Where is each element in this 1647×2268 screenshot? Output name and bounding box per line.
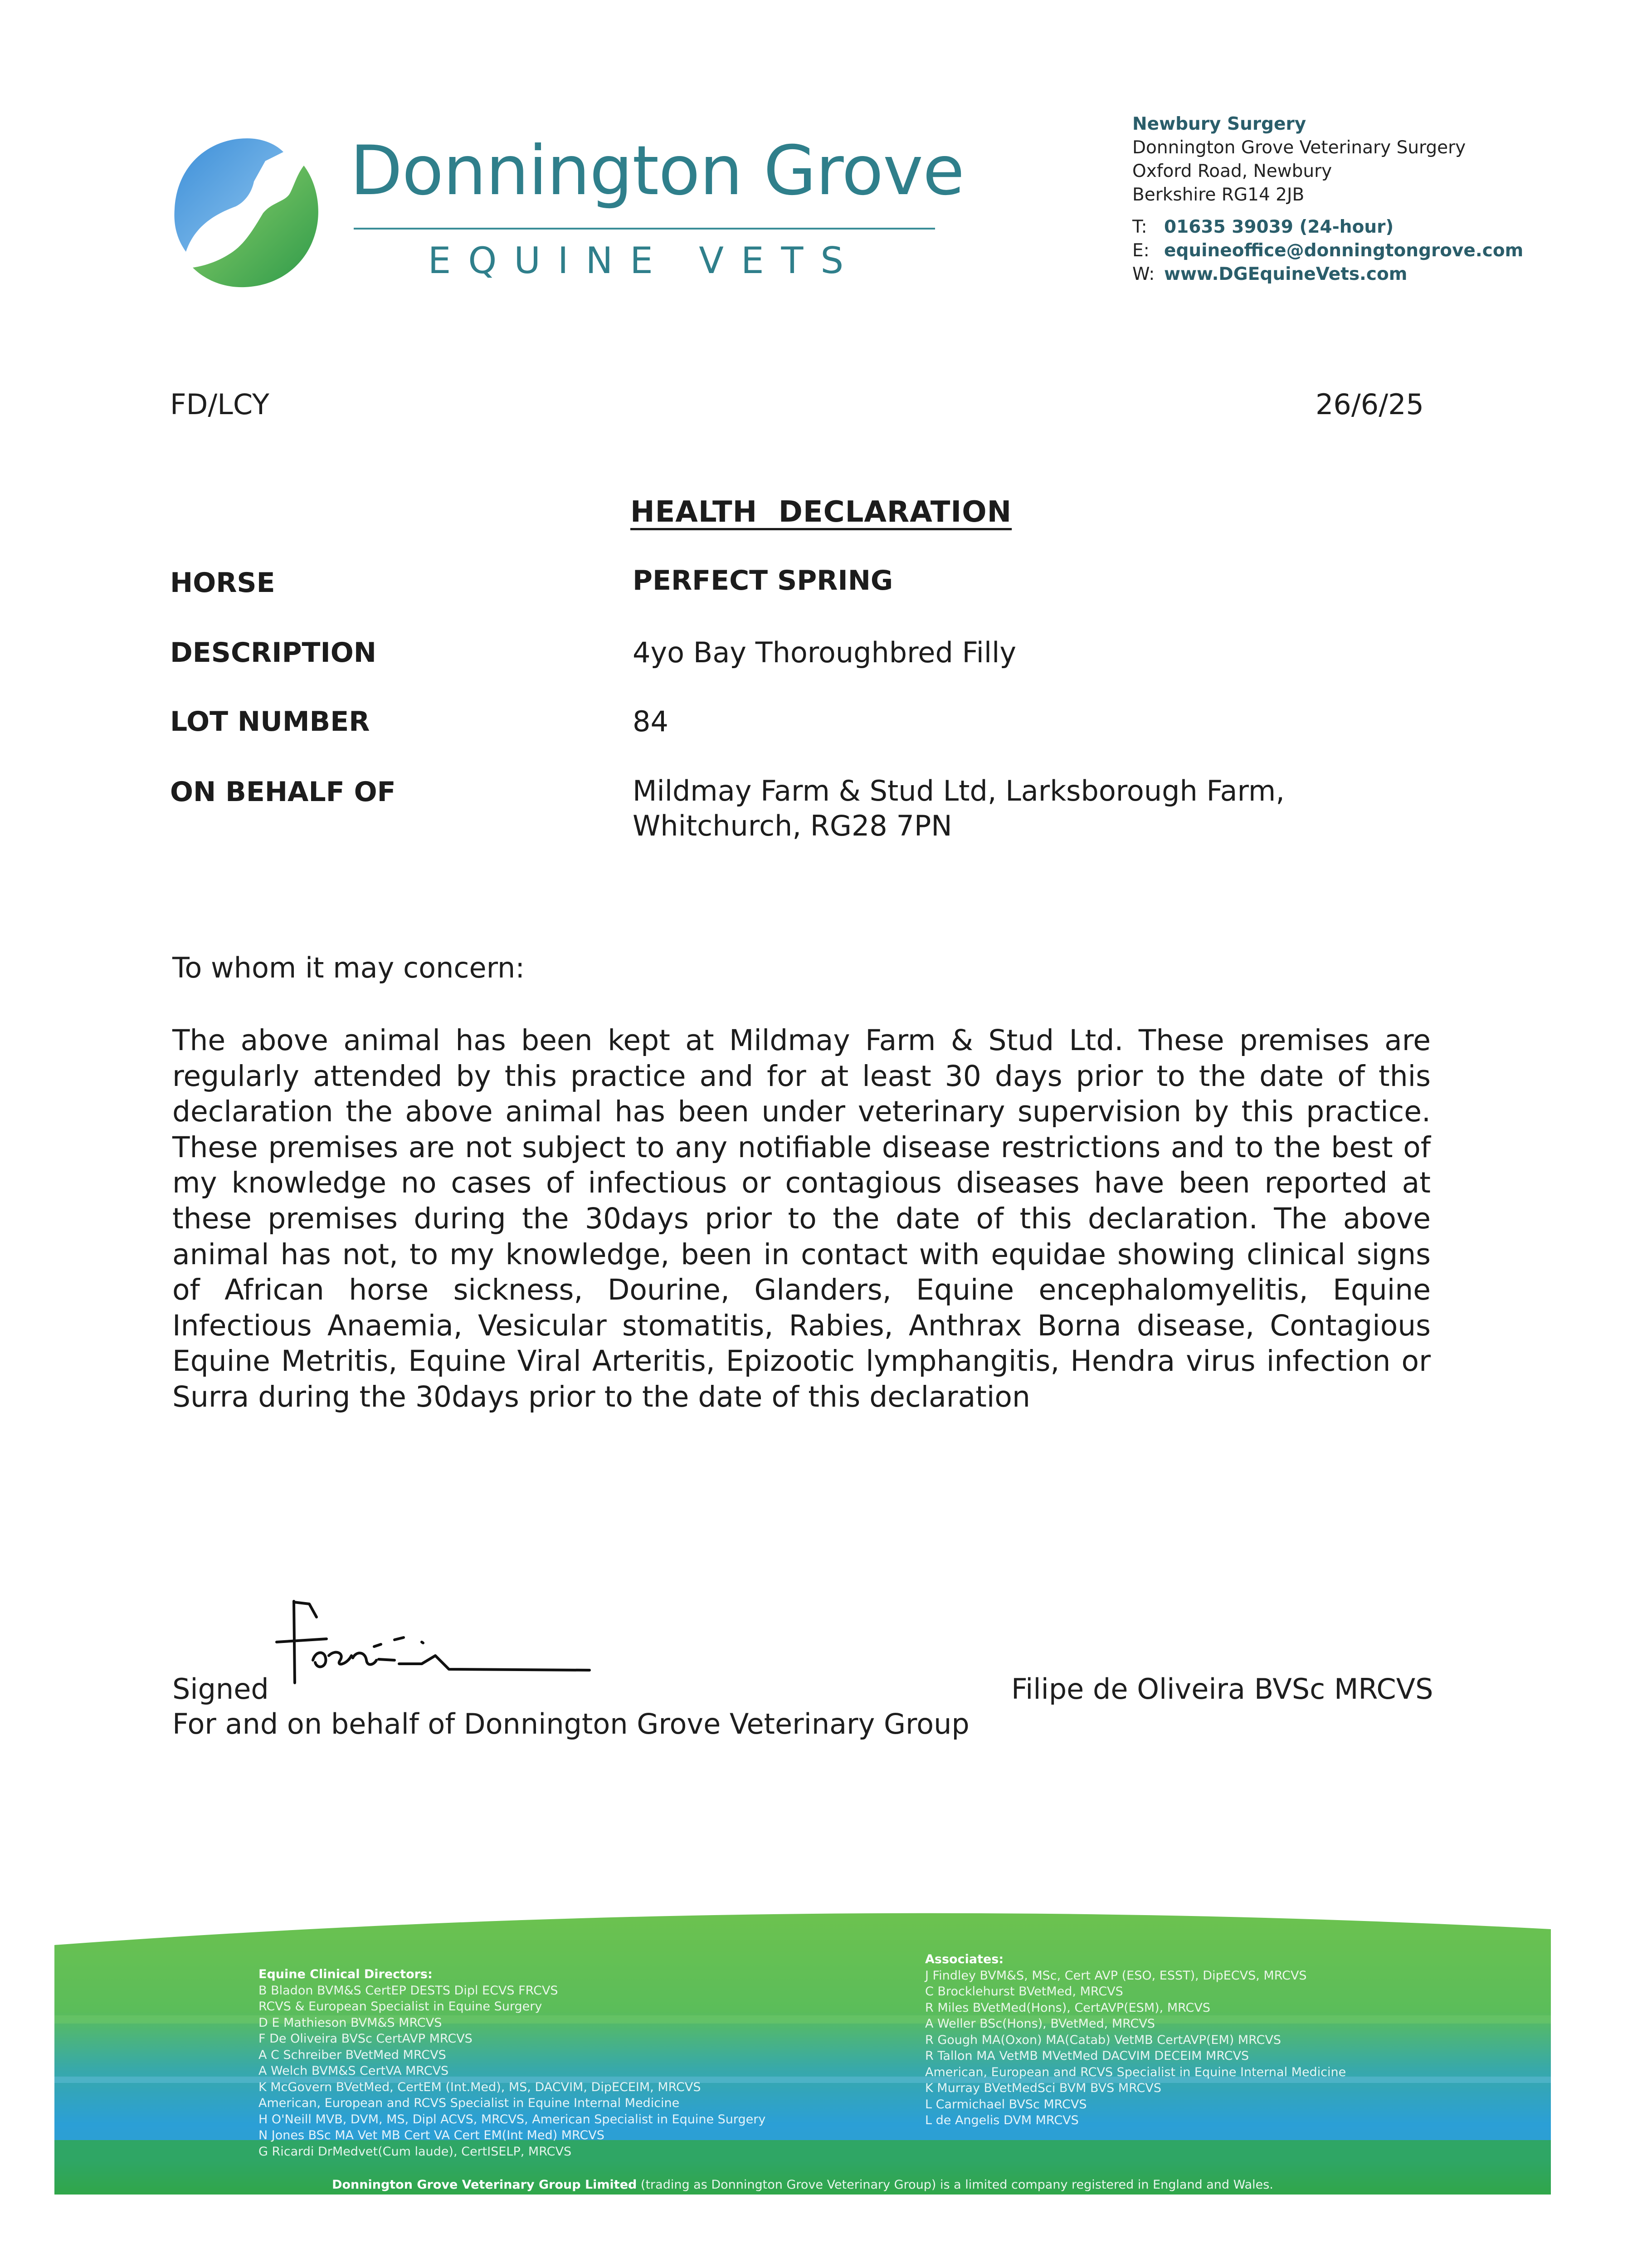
director-entry: G Ricardi DrMedvet(Cum laude), CertISELP, MRCVS	[258, 2144, 572, 2159]
company-registration: (trading as Donnington Grove Veterinary Group) is a limited company registered in England and Wales.	[637, 2178, 1273, 2192]
logo-divider	[354, 228, 935, 230]
phone-row	[1132, 215, 1608, 239]
field-label-horse: HORSE	[170, 567, 275, 599]
associate-entry: R Tallon MA VetMB MVetMed DACVIM DECEIM MRCVS	[925, 2049, 1249, 2063]
associate-entry: L Carmichael BVSc MRCVS	[925, 2097, 1087, 2112]
horse-head-logo-icon	[168, 134, 326, 293]
associate-entry: American, European and RCVS Specialist in Equine Internal Medicine	[925, 2065, 1346, 2079]
director-entry: H O'Neill MVB, DVM, MS, Dipl ACVS, MRCVS, American Specialist in Equine Surgery	[258, 2112, 766, 2126]
director-entry: American, European and RCVS Specialist in Equine Internal Medicine	[258, 2096, 680, 2110]
field-value-lot-number: 84	[633, 705, 668, 738]
greeting: To whom it may concern:	[172, 951, 525, 984]
footer-legal-notice	[54, 2178, 1551, 2192]
director-entry: B Bladon BVM&S CertEP DESTS Dipl ECVS FRCVS	[258, 1983, 558, 1998]
website-link[interactable]: www.DGEquineVets.com	[1164, 264, 1408, 284]
email-row	[1132, 239, 1608, 263]
associate-entry: K Murray BVetMedSci BVM BVS MRCVS	[925, 2081, 1162, 2095]
associates-heading: Associates:	[925, 1952, 1004, 1966]
footer-directors	[258, 1966, 984, 2160]
director-entry: F De Oliveira BVSc CertAVP MRCVS	[258, 2032, 473, 2046]
reference: FD/LCY	[170, 388, 269, 421]
company-name: Donnington Grove Veterinary Group Limited	[332, 2178, 637, 2192]
director-entry: K McGovern BVetMed, CertEM (Int.Med), MS, DACVIM, DipECEIM, MRCVS	[258, 2080, 701, 2094]
director-entry: N Jones BSc MA Vet MB Cert VA Cert EM(Int Med) MRCVS	[258, 2128, 604, 2142]
on-behalf-statement: For and on behalf of Donnington Grove Veterinary Group	[172, 1707, 970, 1740]
director-entry: RCVS & European Specialist in Equine Surgery	[258, 1999, 542, 2014]
director-entry: D E Mathieson BVM&S MRCVS	[258, 2015, 442, 2030]
logo-wordmark: Donnington Grove	[350, 132, 965, 210]
field-label-on-behalf-of: ON BEHALF OF	[170, 776, 396, 808]
director-entry: A C Schreiber BVetMed MRCVS	[258, 2048, 446, 2062]
signature-mark	[272, 1592, 599, 1706]
date: 26/6/25	[1315, 388, 1424, 421]
email-key: E:	[1132, 240, 1150, 261]
footer-associates	[925, 1951, 1515, 2129]
signed-label: Signed	[172, 1672, 269, 1706]
declaration-paragraph: The above animal has been kept at Mildmay Farm & Stud Ltd. These premises are regularly attended by this practice and for at least 30 days prior to the date of this declaration the above animal has been under veterinary supervision by this practice. These premises are not subject to any notifiable disease restrictions and to the best of my knowledge no cases of infectious or contagious diseases have been reported at these premises during the 30days prior to the date of this declaration. The above animal has not, to my knowledge, been in contact with equidae showing clinical signs of African horse sickness, Dourine, Glanders, Equine encephalomyelitis, Equine Infectious Anaemia, Vesicular stomatitis, Rabies, Anthrax Borna disease, Contagious Equine Metritis, Equine Viral Arteritis, Epizootic lymphangitis, Hendra virus infection or Surra during the 30days prior to the date of this declaration	[172, 1024, 1431, 1413]
phone-number[interactable]: 01635 39039 (24-hour)	[1164, 217, 1394, 237]
field-value-on-behalf-of-line2: Whitchurch, RG28 7PN	[633, 809, 952, 842]
document-title: HEALTH DECLARATION	[630, 495, 1012, 529]
logo-subtitle: EQUINE VETS	[428, 240, 861, 282]
website-row	[1132, 263, 1608, 286]
phone-key: T:	[1132, 217, 1147, 237]
surgery-name: Newbury Surgery	[1132, 114, 1306, 134]
director-entry: A Welch BVM&S CertVA MRCVS	[258, 2064, 449, 2078]
associate-entry: R Miles BVetMed(Hons), CertAVP(ESM), MRCVS	[925, 2000, 1210, 2015]
associate-entry: C Brocklehurst BVetMed, MRCVS	[925, 1984, 1123, 1999]
signer-name: Filipe de Oliveira BVSc MRCVS	[1011, 1672, 1433, 1706]
website-key: W:	[1132, 264, 1155, 284]
field-value-on-behalf-of: Mildmay Farm & Stud Ltd, Larksborough Farm,	[633, 774, 1285, 807]
directors-heading: Equine Clinical Directors:	[258, 1967, 433, 1981]
address-line: Oxford Road, Newbury	[1132, 161, 1332, 181]
field-label-lot-number: LOT NUMBER	[170, 706, 370, 738]
practice-contacts	[1132, 215, 1608, 286]
associate-entry: J Findley BVM&S, MSc, Cert AVP (ESO, ESST), DipECVS, MRCVS	[925, 1968, 1307, 1983]
practice-address	[1132, 112, 1586, 207]
associate-entry: R Gough MA(Oxon) MA(Catab) VetMB CertAVP(EM) MRCVS	[925, 2033, 1282, 2047]
field-value-description: 4yo Bay Thoroughbred Filly	[633, 636, 1017, 669]
associate-entry: A Weller BSc(Hons), BVetMed, MRCVS	[925, 2017, 1155, 2031]
associate-entry: L de Angelis DVM MRCVS	[925, 2113, 1079, 2127]
field-label-description: DESCRIPTION	[170, 637, 377, 669]
address-line: Donnington Grove Veterinary Surgery	[1132, 137, 1466, 158]
field-value-horse: PERFECT SPRING	[633, 565, 893, 596]
email-link[interactable]: equineoffice@donningtongrove.com	[1164, 240, 1524, 261]
address-line: Berkshire RG14 2JB	[1132, 185, 1305, 205]
